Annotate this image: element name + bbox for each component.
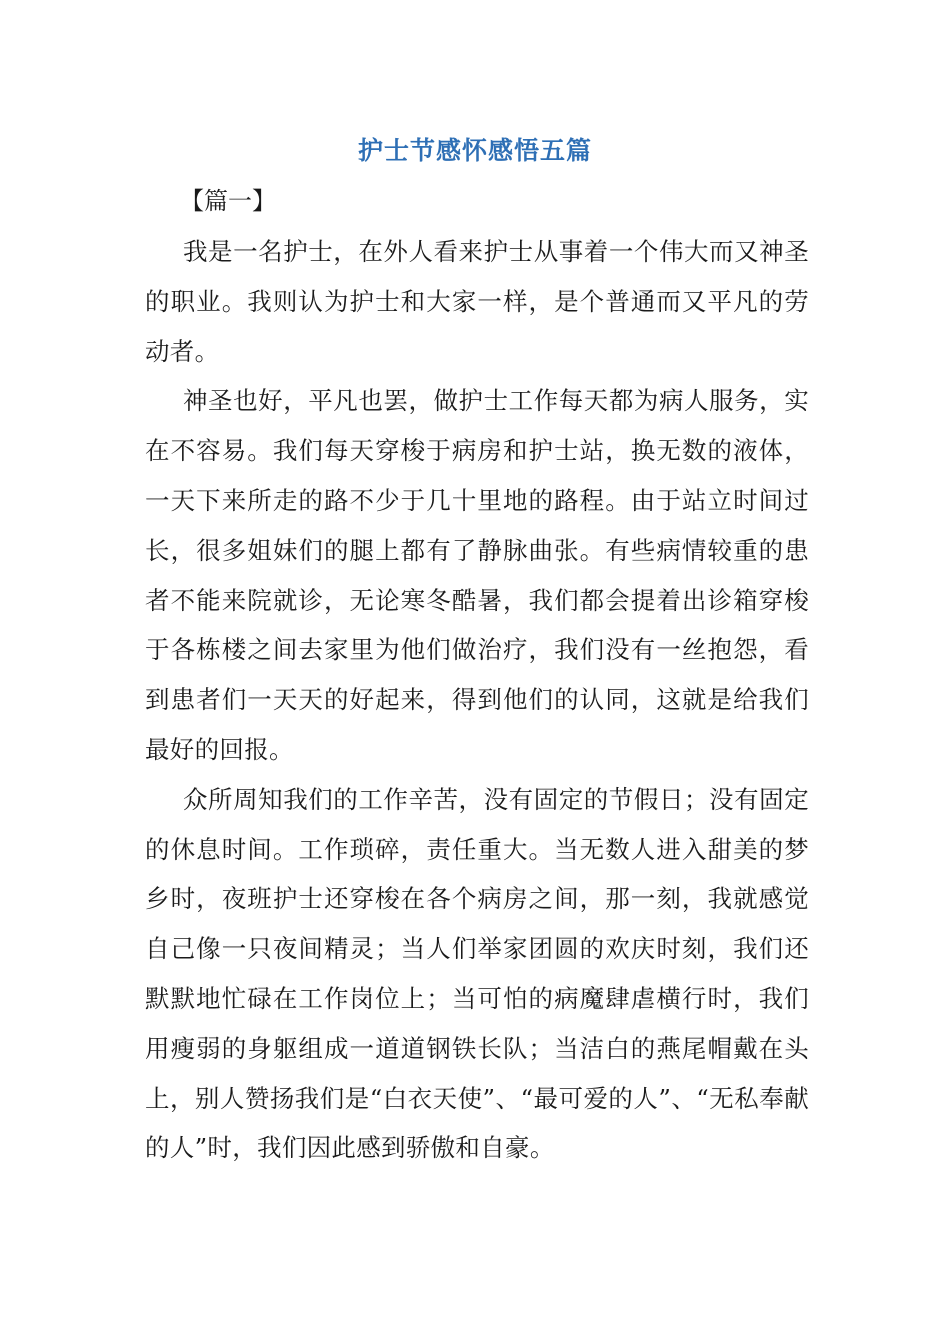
document-title: 护士节感怀感悟五篇 bbox=[357, 136, 592, 165]
section-label: 【篇一】 bbox=[180, 187, 276, 215]
paragraph-2: 神圣也好，平凡也罢，做护士工作每天都为病人服务，实在不容易。我们每天穿梭于病房和护士站，换无数的液体，一天下来所走的路不少于几十里地的路程。由于站立时间过长，很多姐妹们的腿上都有了静脉曲张。有些病情较重的患者不能来院就诊，无论寒冬酷暑，我们都会提着出诊箱穿梭于各栋楼之间去家里为他们做治疗，我们没有一丝抱怨，看到患者们一天天的好起来，得到他们的认同，这就是给我们最好的回报。 bbox=[145, 386, 809, 764]
paragraph-1: 我是一名护士，在外人看来护士从事着一个伟大而又神圣的职业。我则认为护士和大家一样，是个普通而又平凡的劳动者。 bbox=[145, 237, 809, 366]
paragraph-3: 众所周知我们的工作辛苦，没有固定的节假日；没有固定的休息时间。工作琐碎，责任重大。当无数人进入甜美的梦乡时，夜班护士还穿梭在各个病房之间，那一刻，我就感觉自己像一只夜间精灵；当人们举家团圆的欢庆时刻，我们还默默地忙碌在工作岗位上；当可怕的病魔肆虐横行时，我们用瘦弱的身躯组成一道道钢铁长队；当洁白的燕尾帽戴在头上，别人赞扬我们是“白衣天使”、“最可爱的人”、“无私奉献的人”时，我们因此感到骄傲和自豪。 bbox=[145, 784, 809, 1163]
document-body bbox=[145, 227, 809, 1173]
